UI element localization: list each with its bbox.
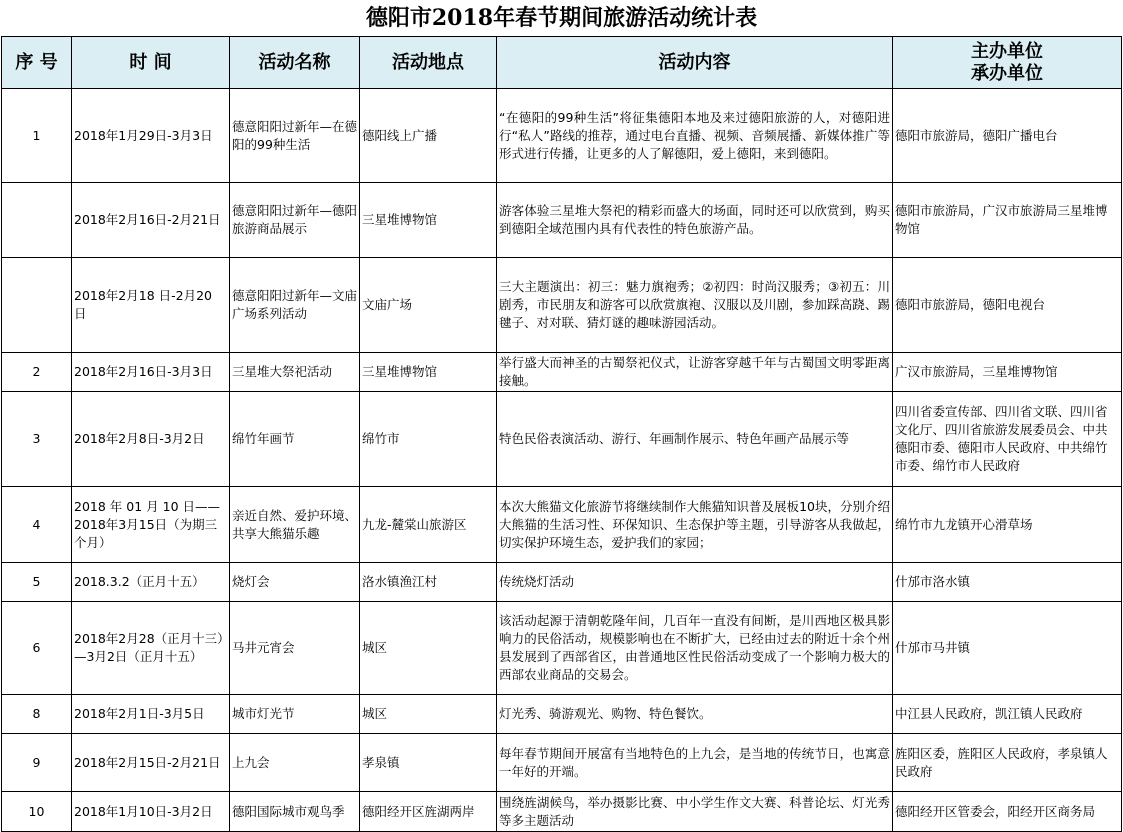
cell-content: 每年春节期间开展富有当地特色的上九会，是当地的传统节日，也寓意一年好的开端。 — [497, 734, 893, 792]
table-row — [2, 89, 1122, 183]
cell-content: 传统烧灯活动 — [497, 563, 893, 602]
cell-org: 广汉市旅游局，三星堆博物馆 — [893, 353, 1122, 392]
cell-content: “在德阳的99种生活”将征集德阳本地及来过德阳旅游的人，对德阳进行“私人”路线的推荐，通过电台直播、视频、音频展播、新媒体推广等形式进行传播，让更多的人了解德阳，爱上德阳，来到德阳。 — [497, 89, 893, 183]
cell-name: 德意阳阳过新年—在德阳的99种生活 — [230, 89, 360, 183]
table-row — [2, 734, 1122, 792]
cell-time: 2018.3.2（正月十五） — [72, 563, 230, 602]
header-row — [2, 37, 1122, 89]
cell-place: 绵竹市 — [360, 392, 497, 487]
cell-no: 1 — [2, 89, 72, 183]
cell-no — [2, 183, 72, 258]
cell-place: 德阳线上广播 — [360, 89, 497, 183]
cell-no: 9 — [2, 734, 72, 792]
cell-no: 3 — [2, 392, 72, 487]
cell-content: 特色民俗表演活动、游行、年画制作展示、特色年画产品展示等 — [497, 392, 893, 487]
cell-org: 德阳市旅游局，广汉市旅游局三星堆博物馆 — [893, 183, 1122, 258]
cell-no: 4 — [2, 487, 72, 563]
header-org — [893, 37, 1122, 89]
table-row — [2, 183, 1122, 258]
cell-place: 三星堆博物馆 — [360, 353, 497, 392]
cell-no: 6 — [2, 602, 72, 695]
cell-name: 马井元宵会 — [230, 602, 360, 695]
cell-place: 九龙-麓棠山旅游区 — [360, 487, 497, 563]
cell-place: 城区 — [360, 602, 497, 695]
activity-table — [1, 36, 1122, 832]
cell-place: 城区 — [360, 695, 497, 734]
cell-time: 2018年2月16日-3月3日 — [72, 353, 230, 392]
cell-content: 本次大熊猫文化旅游节将继续制作大熊猫知识普及展板10块，分别介绍大熊猫的生活习性、环保知识、生态保护等主题，引导游客从我做起，切实保护环境生态，爱护我们的家园； — [497, 487, 893, 563]
header-content: 活动内容 — [497, 37, 893, 89]
cell-name: 绵竹年画节 — [230, 392, 360, 487]
cell-name: 三星堆大祭祀活动 — [230, 353, 360, 392]
cell-org: 旌阳区委，旌阳区人民政府，孝泉镇人民政府 — [893, 734, 1122, 792]
cell-org: 德阳市旅游局，德阳电视台 — [893, 258, 1122, 353]
cell-time: 2018年2月28（正月十三）—3月2日（正月十五） — [72, 602, 230, 695]
cell-time: 2018 年 01 月 10 日——2018年3月15日（为期三个月） — [72, 487, 230, 563]
cell-org: 中江县人民政府，凯江镇人民政府 — [893, 695, 1122, 734]
cell-content: 举行盛大而神圣的古蜀祭祀仪式，让游客穿越千年与古蜀国文明零距离接触。 — [497, 353, 893, 392]
cell-time: 2018年1月29日-3月3日 — [72, 89, 230, 183]
cell-name: 亲近自然、爱护环境、共享大熊猫乐趣 — [230, 487, 360, 563]
cell-org: 什邡市洛水镇 — [893, 563, 1122, 602]
table-row — [2, 792, 1122, 832]
cell-content: 游客体验三星堆大祭祀的精彩而盛大的场面，同时还可以欣赏到，购买到德阳全域范围内具有代表性的特色旅游产品。 — [497, 183, 893, 258]
cell-no: 10 — [2, 792, 72, 832]
header-name: 活动名称 — [230, 37, 360, 89]
cell-name: 德意阳阳过新年—德阳旅游商品展示 — [230, 183, 360, 258]
cell-content: 三大主题演出：初三：魅力旗袍秀；②初四：时尚汉服秀；③初五：川剧秀，市民朋友和游客可以欣赏旗袍、汉服以及川剧，参加踩高跷、踢毽子、对对联、猜灯谜的趣味游园活动。 — [497, 258, 893, 353]
cell-org: 什邡市马井镇 — [893, 602, 1122, 695]
cell-name: 德意阳阳过新年—文庙广场系列活动 — [230, 258, 360, 353]
cell-no: 8 — [2, 695, 72, 734]
cell-content: 灯光秀、骑游观光、购物、特色餐饮。 — [497, 695, 893, 734]
table-row — [2, 353, 1122, 392]
cell-name: 上九会 — [230, 734, 360, 792]
cell-place: 三星堆博物馆 — [360, 183, 497, 258]
cell-name: 城市灯光节 — [230, 695, 360, 734]
header-time: 时 间 — [72, 37, 230, 89]
cell-place: 文庙广场 — [360, 258, 497, 353]
cell-org: 绵竹市九龙镇开心滑草场 — [893, 487, 1122, 563]
table-row — [2, 487, 1122, 563]
cell-place: 德阳经开区旌湖两岸 — [360, 792, 497, 832]
cell-time: 2018年2月18 日-2月20 日 — [72, 258, 230, 353]
cell-content: 该活动起源于清朝乾隆年间，几百年一直没有间断，是川西地区极具影响力的民俗活动，规模影响也在不断扩大，已经由过去的附近十余个州县发展到了西部省区，由普通地区性民俗活动变成了一个影响力极大的西部农业商品的交易会。 — [497, 602, 893, 695]
cell-no: 2 — [2, 353, 72, 392]
cell-place: 孝泉镇 — [360, 734, 497, 792]
cell-content: 围绕旌湖候鸟，举办摄影比赛、中小学生作文大赛、科普论坛、灯光秀等多主题活动 — [497, 792, 893, 832]
cell-time: 2018年2月15日-2月21日 — [72, 734, 230, 792]
table-row — [2, 695, 1122, 734]
page-title: 德阳市2018年春节期间旅游活动统计表 — [365, 5, 758, 31]
table-row — [2, 258, 1122, 353]
header-org-host: 主办单位 — [971, 40, 1043, 62]
cell-org: 德阳经开区管委会，阳经开区商务局 — [893, 792, 1122, 832]
header-place: 活动地点 — [360, 37, 497, 89]
table-row — [2, 602, 1122, 695]
cell-org: 四川省委宣传部、四川省文联、四川省文化厅、四川省旅游发展委员会、中共德阳市委、德阳市人民政府、中共绵竹市委、绵竹市人民政府 — [893, 392, 1122, 487]
cell-time: 2018年1月10日-3月2日 — [72, 792, 230, 832]
cell-no — [2, 258, 72, 353]
cell-no: 5 — [2, 563, 72, 602]
header-no: 序 号 — [2, 37, 72, 89]
cell-place: 洛水镇渔江村 — [360, 563, 497, 602]
table-row — [2, 563, 1122, 602]
cell-org: 德阳市旅游局，德阳广播电台 — [893, 89, 1122, 183]
cell-time: 2018年2月16日-2月21日 — [72, 183, 230, 258]
cell-time: 2018年2月8日-3月2日 — [72, 392, 230, 487]
cell-name: 烧灯会 — [230, 563, 360, 602]
header-org-organizer: 承办单位 — [971, 62, 1043, 84]
table-row — [2, 392, 1122, 487]
cell-name: 德阳国际城市观鸟季 — [230, 792, 360, 832]
cell-time: 2018年2月1日-3月5日 — [72, 695, 230, 734]
